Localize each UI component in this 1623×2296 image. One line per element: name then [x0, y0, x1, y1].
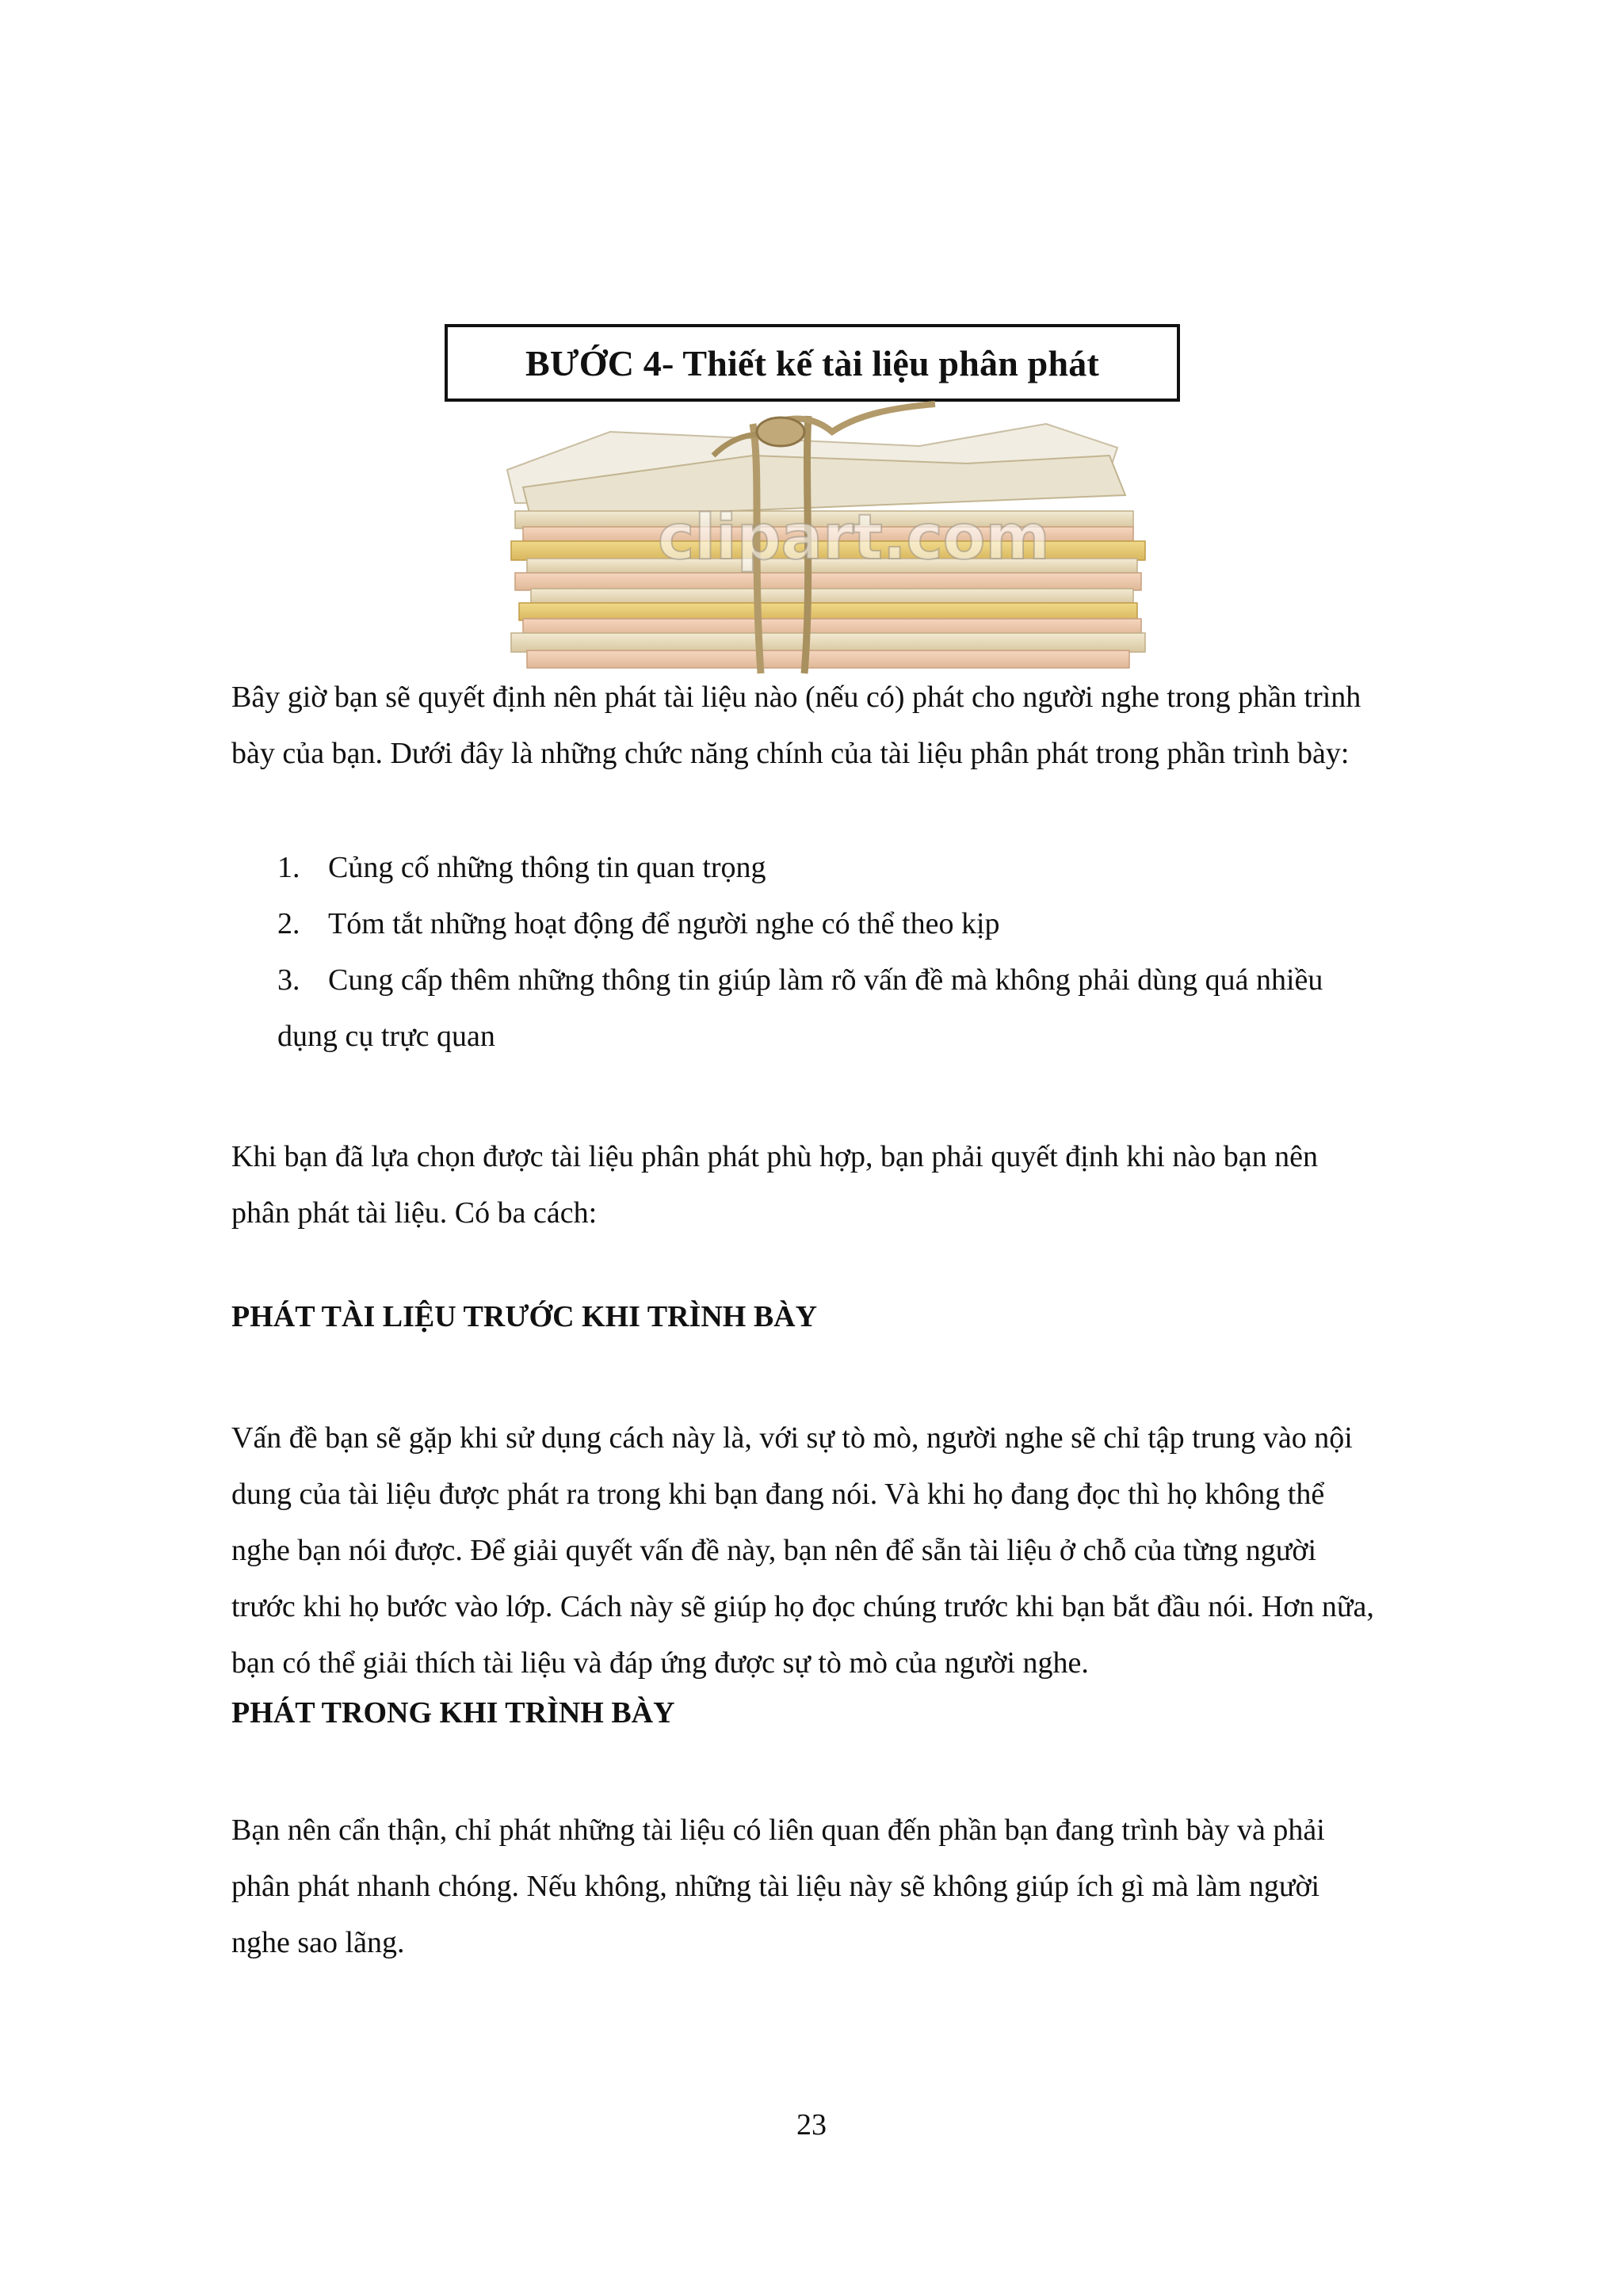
- section-heading-during: PHÁT TRONG KHI TRÌNH BÀY: [231, 1696, 675, 1730]
- watermark-text: clipart.com: [658, 502, 1050, 574]
- page-title: BƯỚC 4- Thiết kế tài liệu phân phát: [525, 342, 1099, 383]
- list-item-continuation: dụng cụ trực quan: [277, 1020, 495, 1053]
- functions-list: [277, 840, 1466, 1065]
- text-line: Khi bạn đã lựa chọn được tài liệu phân phát phù hợp, bạn phải quyết định khi nào bạn nên: [231, 1140, 1318, 1173]
- text-line: phân phát nhanh chóng. Nếu không, những tài liệu này sẽ không giúp ích gì mà làm người: [231, 1870, 1320, 1903]
- text-line: Vấn đề bạn sẽ gặp khi sử dụng cách này là, với sự tò mò, người nghe sẽ chỉ tập trung vào nội: [231, 1421, 1353, 1455]
- list-number: 3.: [277, 963, 300, 997]
- section-heading-before: PHÁT TÀI LIỆU TRƯỚC KHI TRÌNH BÀY: [231, 1300, 818, 1333]
- list-number: 1.: [277, 851, 300, 884]
- list-text: Củng cố những thông tin quan trọng: [328, 851, 766, 884]
- text-line: bạn có thể giải thích tài liệu và đáp ứng được sự tò mò của người nghe.: [231, 1646, 1089, 1680]
- text-line: nghe sao lãng.: [231, 1926, 405, 1959]
- title-box: [445, 324, 1180, 402]
- page-number: 23: [796, 2108, 827, 2142]
- section-before-paragraph: [231, 1410, 1499, 1691]
- text-line: dung của tài liệu được phát ra trong khi bạn đang nói. Và khi họ đang đọc thì họ không thể: [231, 1478, 1325, 1511]
- list-number: 2.: [277, 907, 300, 940]
- list-item: [277, 952, 1466, 1009]
- text-line: phân phát tài liệu. Có ba cách:: [231, 1196, 598, 1230]
- choice-paragraph: [231, 1129, 1499, 1241]
- text-line: Bạn nên cẩn thận, chỉ phát những tài liệu có liên quan đến phần bạn đang trình bày và phải: [231, 1814, 1325, 1847]
- text-line: nghe bạn nói được. Để giải quyết vấn đề này, bạn nên để sẵn tài liệu ở chỗ của từng người: [231, 1534, 1317, 1567]
- text-line: trước khi họ bước vào lớp. Cách này sẽ giúp họ đọc chúng trước khi bạn bắt đầu nói. Hơn nữa,: [231, 1590, 1374, 1623]
- section-during-paragraph: [231, 1802, 1499, 1971]
- list-text: Tóm tắt những hoạt động để người nghe có thể theo kịp: [328, 907, 1000, 940]
- paper-stack-illustration: [491, 400, 1220, 677]
- text-line: Bây giờ bạn sẽ quyết định nên phát tài liệu nào (nếu có) phát cho người nghe trong phần trình: [231, 681, 1361, 714]
- list-item: [277, 896, 1466, 952]
- list-text: Cung cấp thêm những thông tin giúp làm rõ vấn đề mà không phải dùng quá nhiều: [328, 963, 1323, 997]
- text-line: bày của bạn. Dưới đây là những chức năng chính của tài liệu phân phát trong phần trình bày:: [231, 737, 1350, 770]
- list-item: [277, 840, 1466, 896]
- intro-paragraph: [231, 669, 1499, 782]
